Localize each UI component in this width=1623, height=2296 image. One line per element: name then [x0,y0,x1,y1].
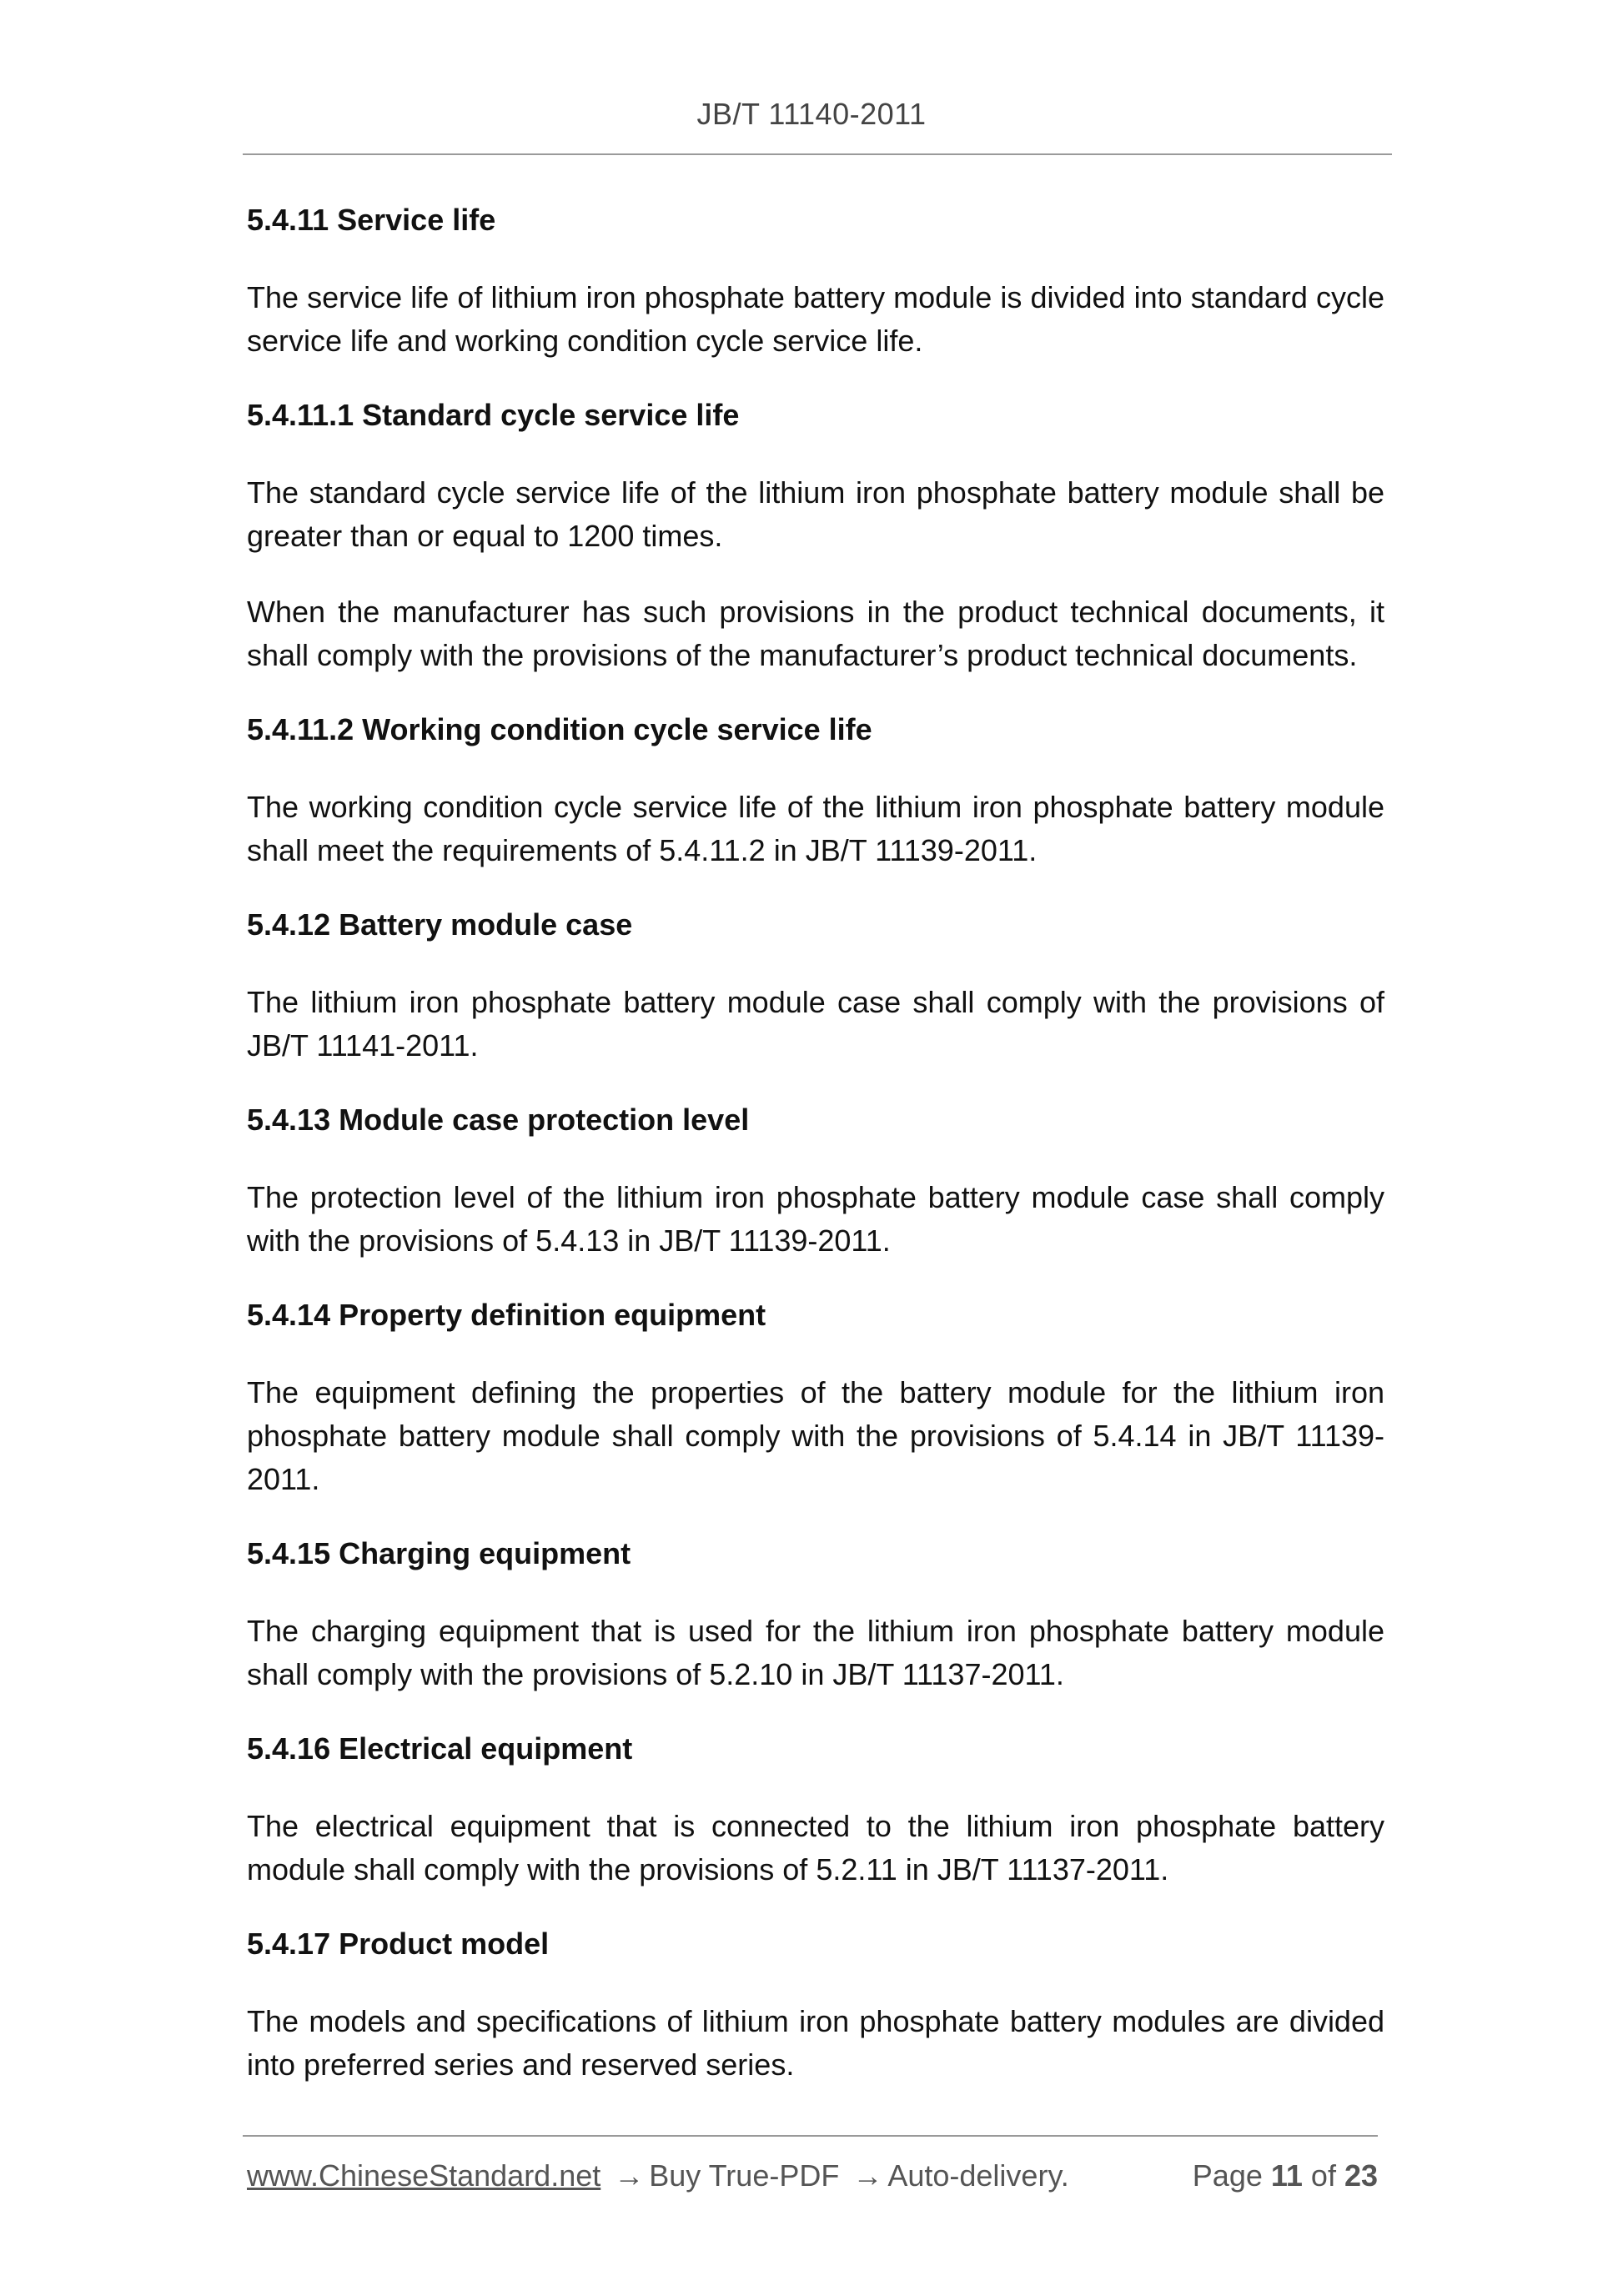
paragraph: The protection level of the lithium iron phosphate battery module case shall comply with the provisions of 5.4.13 in JB/T 11139-2011. [247,1180,1384,1258]
section-5-4-15 [247,1534,1384,1696]
section-heading: 5.4.11.1 Standard cycle service life [247,398,740,432]
section-5-4-12 [247,905,1384,1068]
section-heading: 5.4.17 Product model [247,1927,550,1961]
site-link[interactable]: www.ChineseStandard.net [247,2158,601,2193]
page-indicator [1193,2158,1378,2193]
page-label: Page [1192,2158,1263,2193]
paragraph: The lithium iron phosphate battery module case shall comply with the provisions of JB/T 11141-2011. [247,985,1384,1063]
arrow-right-icon: → [614,2158,645,2193]
paragraph: The charging equipment that is used for the lithium iron phosphate battery module shall comply with the provisions of 5.2.10 in JB/T 11137-2011. [247,1614,1384,1691]
document-code-header: JB/T 11140-2011 [696,97,927,131]
of-label: of [1310,2158,1336,2193]
arrow-right-icon: → [852,2158,883,2193]
section-5-4-14 [247,1295,1384,1501]
section-heading: 5.4.14 Property definition equipment [247,1298,766,1332]
paragraph: The standard cycle service life of the lithium iron phosphate battery module shall be greater than or equal to 1200 times. [247,475,1384,553]
section-heading: 5.4.13 Module case protection level [247,1103,750,1137]
section-heading: 5.4.16 Electrical equipment [247,1731,633,1766]
section-5-4-11 [247,200,1384,363]
page-footer [247,2158,1378,2198]
footer-divider [243,2135,1378,2137]
paragraph: The equipment defining the properties of the battery module for the lithium iron phosphate battery module shall comply with the provisions of 5.4.14 in JB/T 11139-2011. [247,1375,1384,1496]
section-5-4-11-1 [247,395,1384,677]
header-divider [243,153,1392,155]
document-body [247,200,1384,2119]
paragraph: The models and specifications of lithium iron phosphate battery modules are divided into preferred series and reserved series. [247,2004,1384,2082]
section-heading: 5.4.11 Service life [247,203,496,237]
section-5-4-17 [247,1924,1384,2087]
paragraph: The working condition cycle service life of the lithium iron phosphate battery module shall meet the requirements of 5.4.11.2 in JB/T 11139-2011. [247,790,1384,867]
section-heading: 5.4.11.2 Working condition cycle service life [247,712,872,746]
paragraph: The service life of lithium iron phosphate battery module is divided into standard cycle service life and working condition cycle service life. [247,280,1384,358]
total-pages: 23 [1344,2158,1378,2193]
footer-promo [247,2158,1069,2193]
page-number: 11 [1270,2158,1303,2193]
section-5-4-11-2 [247,710,1384,872]
section-5-4-16 [247,1729,1384,1892]
paragraph: The electrical equipment that is connected to the lithium iron phosphate battery module shall comply with the provisions of 5.2.11 in JB/T 11137-2011. [247,1809,1384,1887]
section-5-4-13 [247,1100,1384,1263]
paragraph: When the manufacturer has such provisions in the product technical documents, it shall comply with the provisions of the manufacturer’s product technical documents. [247,595,1384,672]
section-heading: 5.4.15 Charging equipment [247,1536,631,1570]
buy-text: Buy True-PDF [649,2158,840,2193]
section-heading: 5.4.12 Battery module case [247,907,633,942]
delivery-text: Auto-delivery. [887,2158,1069,2193]
